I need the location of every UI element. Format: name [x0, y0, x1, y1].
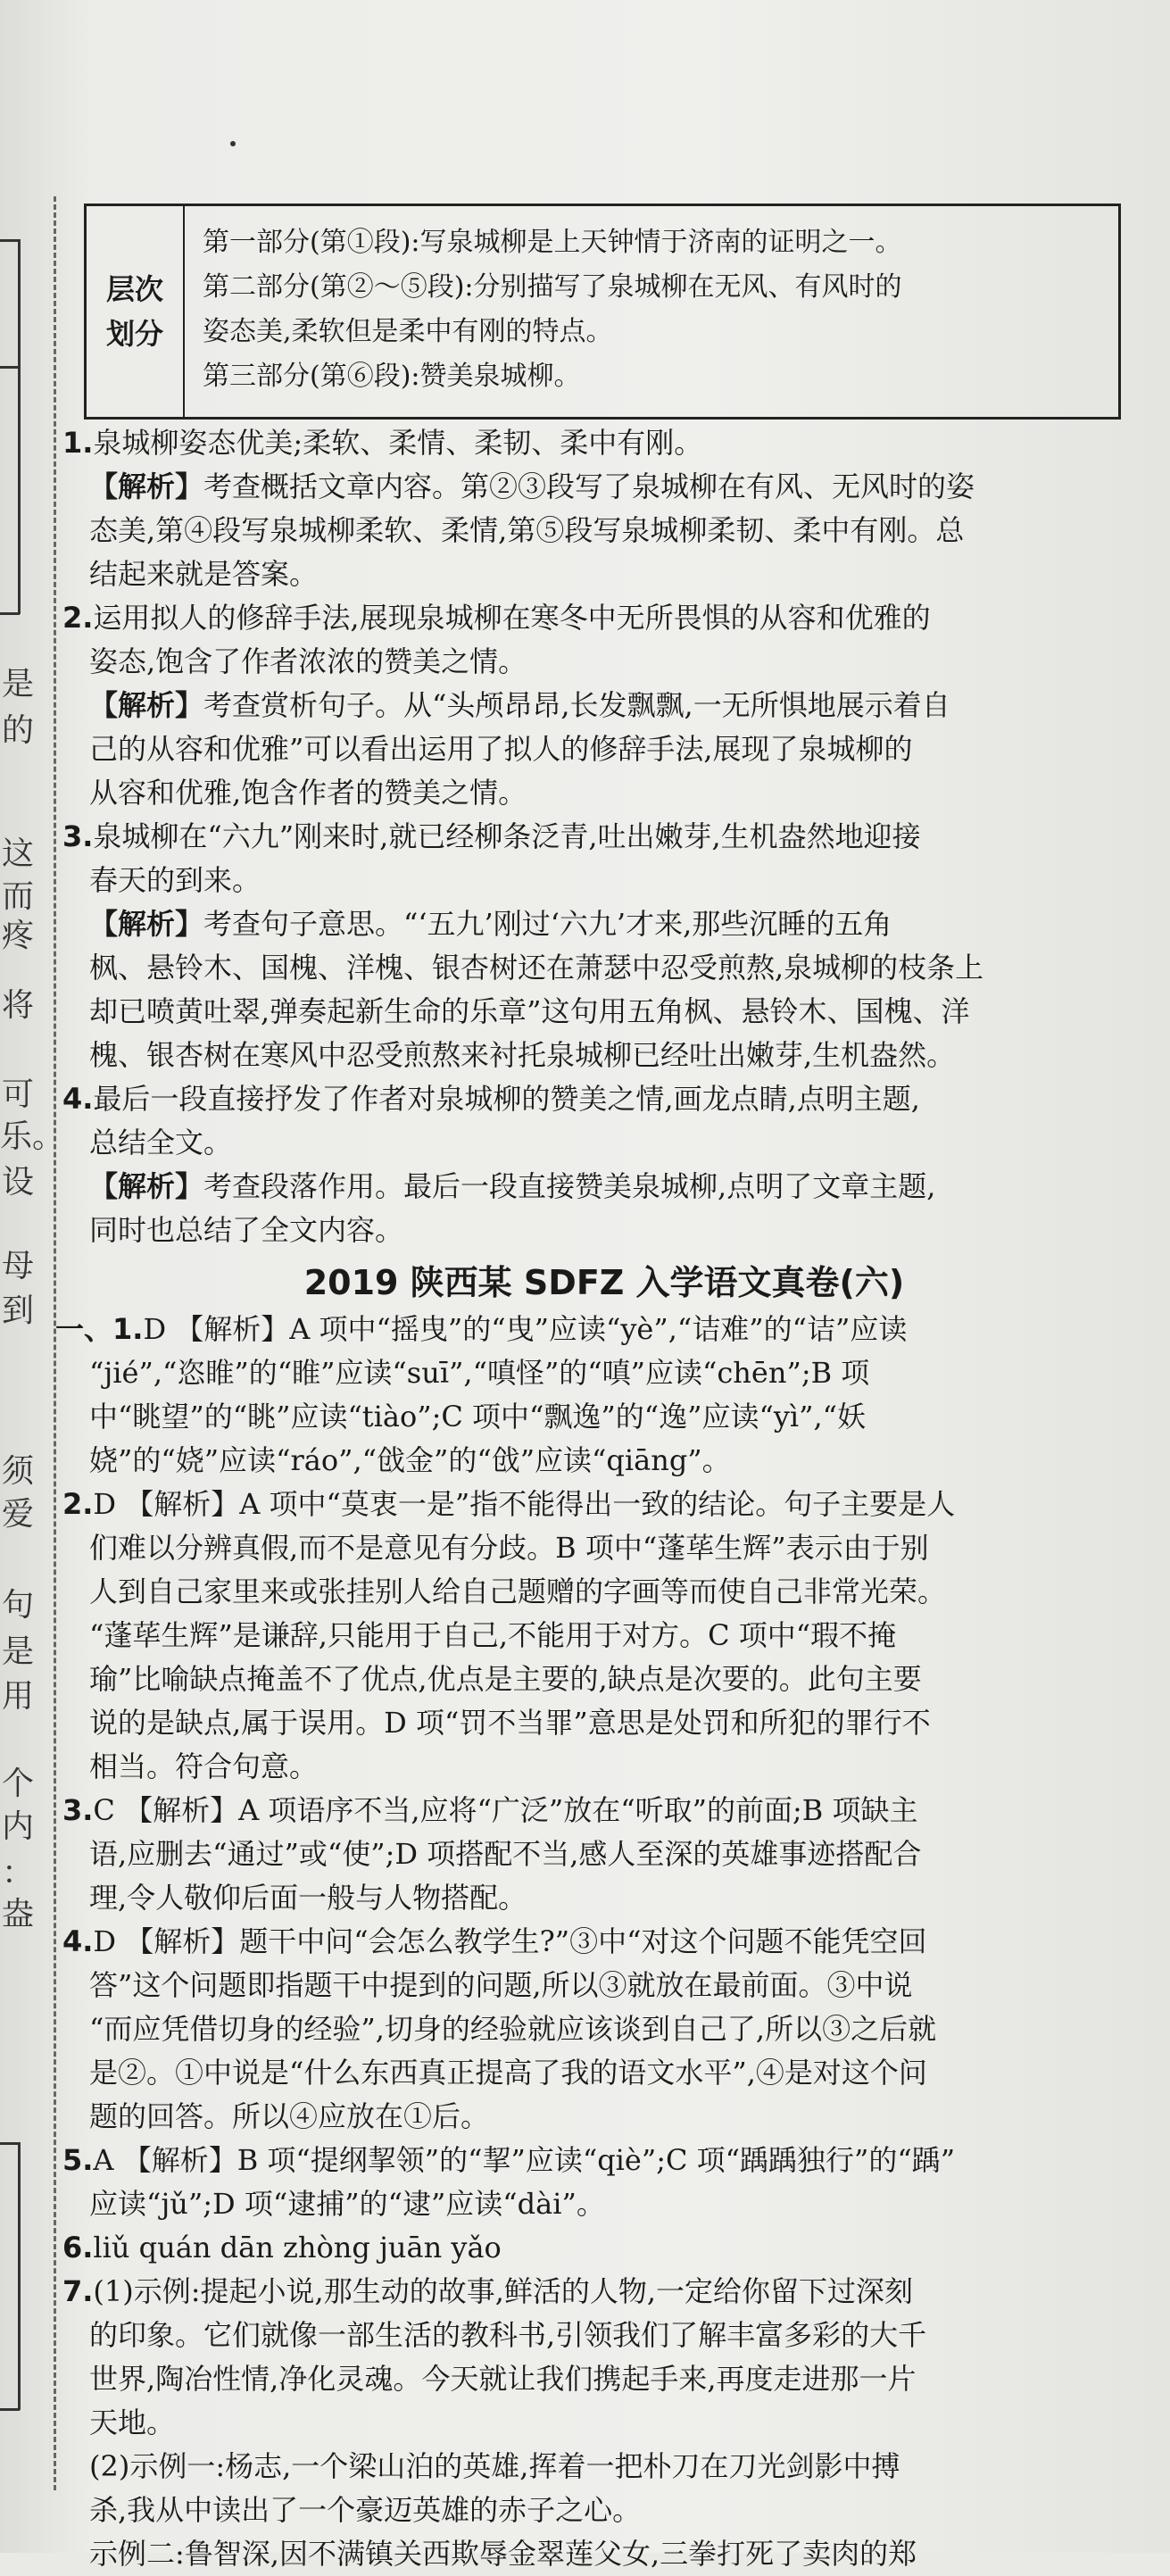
answer-line [62, 815, 1126, 859]
answer-text: 天地。 [89, 2406, 176, 2439]
answer-line [82, 1701, 1126, 1745]
layer-division-table [84, 204, 1121, 420]
answer-text: 中“眺望”的“眺”应读“tiào”;C 项中“飘逸”的“逸”应读“yì”,“妖 [89, 1400, 867, 1433]
margin-fragment-char: 乐。 [0, 1118, 65, 1155]
answer-line [62, 2139, 1126, 2182]
analysis-tag: 【解析】 [89, 1169, 204, 1203]
margin-fragment-char: 是 [2, 1633, 35, 1670]
answer-line [62, 2226, 1126, 2270]
margin-box-line [0, 366, 20, 369]
answer-text: 答”这个问题即指题干中提到的问题,所以③就放在最前面。③中说 [89, 1968, 913, 2002]
answer-text: 娆”的“娆”应读“ráo”,“戗金”的“戗”应读“qiāng”。 [89, 1443, 731, 1477]
answer-text: D 【解析】题干中问“会怎么教学生?”③中“对这个问题不能凭空回 [93, 1924, 927, 1958]
question-number: 2. [62, 1487, 94, 1521]
answer-line [82, 1964, 1126, 2007]
answer-line [82, 1876, 1126, 1920]
answer-line [82, 946, 1126, 990]
answer-line [82, 1351, 1126, 1395]
margin-fragment-char: 的 [2, 712, 35, 749]
margin-fragment-char: 句 [2, 1587, 35, 1624]
analysis-tag: 【解析】 [89, 688, 204, 722]
answer-text: 从容和优雅,饱含作者的赞美之情。 [89, 776, 527, 810]
margin-box-line [0, 2142, 20, 2145]
answer-line [62, 1789, 1126, 1832]
answer-line [82, 1165, 1126, 1209]
answer-line [82, 1121, 1126, 1165]
answer-line [82, 465, 1126, 509]
answer-line [82, 1395, 1126, 1439]
question-number: 3. [62, 819, 94, 853]
answer-text: 瑜”比喻缺点掩盖不了优点,优点是主要的,缺点是次要的。此句主要 [89, 1662, 922, 1696]
answer-text: (1)示例:提起小说,那生动的故事,鲜活的人物,一定给你留下过深刻 [93, 2274, 914, 2308]
margin-fragment-char: 盎 [2, 1896, 35, 1932]
answer-line [82, 902, 1126, 946]
answer-text: 们难以分辨真假,而不是意见有分歧。B 项中“蓬荜生辉”表示由于别 [89, 1531, 929, 1565]
answer-text: “而应凭借切身的经验”,切身的经验就应该谈到自己了,所以③之后就 [89, 2012, 937, 2046]
ink-dot [230, 141, 236, 146]
table-header-line: 划分 [105, 317, 163, 351]
answer-line [82, 2314, 1126, 2357]
answer-line [82, 2401, 1126, 2445]
answer-line [82, 1034, 1126, 1077]
question-number: 一、1. [55, 1312, 144, 1346]
answer-text: 己的从容和优雅”可以看出运用了拟人的修辞手法,展现了泉城柳的 [89, 732, 913, 766]
answer-text: 结起来就是答案。 [89, 557, 319, 591]
question-number: 3. [62, 1793, 94, 1827]
answers-part-a [62, 421, 1126, 1252]
table-row: 第一部分(第①段):写泉城柳是上天钟情于济南的证明之一。 [203, 227, 902, 258]
answer-line [82, 771, 1126, 815]
answer-line [82, 1209, 1126, 1252]
answer-line [82, 684, 1126, 727]
table-header-line: 层次 [105, 272, 163, 306]
answer-text: 泉城柳在“六九”刚来时,就已经柳条泛青,吐出嫩芽,生机盎然地迎接 [93, 819, 921, 853]
analysis-tag: 【解析】 [89, 469, 204, 503]
answer-line [82, 2095, 1126, 2139]
question-number: 2. [62, 601, 94, 635]
margin-box-line [0, 2408, 20, 2411]
margin-fragment-char: 疼 [2, 918, 35, 954]
answer-text: 是②。①中说是“什么东西真正提高了我的语文水平”,④是对这个问 [89, 2056, 927, 2090]
margin-fragment-char: 母 [2, 1248, 35, 1284]
answer-text: 枫、悬铃木、国槐、洋槐、银杏树还在萧瑟中忍受煎熬,泉城柳的枝条上 [89, 951, 984, 985]
answer-text: D 【解析】A 项中“莫衷一是”指不能得出一致的结论。句子主要是人 [93, 1487, 956, 1521]
answer-line [82, 2532, 1126, 2576]
answer-text: 春天的到来。 [89, 863, 261, 897]
table-header-cell [87, 206, 185, 417]
margin-fragment-char: 而 [2, 878, 35, 915]
margin-fragment-char: 须 [2, 1453, 35, 1490]
answer-line [82, 1658, 1126, 1701]
table-row: 第三部分(第⑥段):赞美泉城柳。 [203, 361, 581, 392]
answer-line [82, 1526, 1126, 1570]
answer-line [62, 596, 1126, 640]
table-body-cell [185, 206, 1118, 417]
answer-line [82, 859, 1126, 902]
question-number: 4. [62, 1082, 94, 1116]
answer-line [82, 2357, 1126, 2401]
question-number: 6. [62, 2231, 94, 2264]
answer-line [82, 2051, 1126, 2095]
answer-text: 相当。符合句意。 [89, 1749, 319, 1783]
answer-text: 人到自己家里来或张挂别人给自己题赠的字画等而使自己非常光荣。 [89, 1575, 947, 1608]
answer-text: 考查概括文章内容。第②③段写了泉城柳在有风、无风时的姿 [203, 469, 975, 503]
margin-box-line [0, 239, 20, 242]
question-number: 5. [62, 2143, 94, 2177]
answer-text: 同时也总结了全文内容。 [89, 1213, 404, 1247]
answer-text: 态美,第④段写泉城柳柔软、柔情,第⑤段写泉城柳柔韧、柔中有刚。总 [89, 513, 965, 547]
table-row: 姿态美,柔软但是柔中有刚的特点。 [203, 316, 613, 347]
answer-text: 运用拟人的修辞手法,展现泉城柳在寒冬中无所畏惧的从容和优雅的 [93, 601, 931, 635]
margin-fragment-char: 可 [2, 1076, 35, 1113]
answer-text: 考查赏析句子。从“头颅昂昂,长发飘飘,一无所惧地展示着自 [203, 688, 950, 722]
answer-line [82, 553, 1126, 596]
table-row: 第二部分(第②～⑤段):分别描写了泉城柳在无风、有风时的 [203, 271, 902, 303]
answer-line [62, 1077, 1126, 1121]
margin-fragment-char: 内 [2, 1808, 35, 1845]
answer-line [82, 509, 1126, 553]
answer-line [82, 2182, 1126, 2226]
answer-text: 的印象。它们就像一部生活的教科书,引领我们了解丰富多彩的大千 [89, 2318, 927, 2352]
answer-line [62, 1920, 1126, 1964]
answer-line [82, 990, 1126, 1034]
margin-fragment-char: 将 [2, 987, 35, 1024]
section-title: 2019 陕西某 SDFZ 入学语文真卷(六) [303, 1263, 905, 1302]
answer-line [82, 727, 1126, 771]
answer-text: 应读“jǔ”;D 项“逮捕”的“逮”应读“dài”。 [89, 2187, 605, 2221]
answer-line [82, 2445, 1126, 2489]
margin-box-line [0, 612, 20, 615]
answer-line [55, 1308, 1126, 1351]
answer-text: 题的回答。所以④应放在①后。 [89, 2099, 490, 2133]
answer-text: 示例二:鲁智深,因不满镇关西欺辱金翠莲父女,三拳打死了卖肉的郑 [89, 2537, 917, 2571]
answer-text: 考查句子意思。“‘五九’刚过‘六九’才来,那些沉睡的五角 [203, 907, 892, 941]
answer-text: 最后一段直接抒发了作者对泉城柳的赞美之情,画龙点睛,点明主题, [93, 1082, 920, 1116]
answers-part-b [55, 1308, 1126, 2576]
answer-text: C 【解析】A 项语序不当,应将“广泛”放在“听取”的前面;B 项缺主 [93, 1793, 918, 1827]
answer-text: liǔ quán dān zhòng juān yǎo [93, 2231, 502, 2264]
question-number: 7. [62, 2274, 94, 2308]
answer-text: (2)示例一:杨志,一个梁山泊的英雄,挥着一把朴刀在刀光剑影中搏 [89, 2449, 900, 2483]
margin-fragment-char: 设 [2, 1164, 35, 1201]
answer-text: 却已喷黄吐翠,弹奏起新生命的乐章”这句用五角枫、悬铃木、国槐、洋 [89, 994, 970, 1028]
answer-line [82, 2489, 1126, 2532]
answer-text: 说的是缺点,属于误用。D 项“罚不当罪”意思是处罚和所犯的罪行不 [89, 1706, 931, 1740]
answer-text: D 【解析】A 项中“摇曳”的“曳”应读“yè”,“诘难”的“诘”应读 [143, 1312, 908, 1346]
question-number: 1. [62, 426, 94, 460]
answer-text: 总结全文。 [89, 1126, 233, 1159]
answer-line [82, 1570, 1126, 1614]
margin-fragment-char: 用 [2, 1678, 35, 1715]
answer-content [55, 204, 1126, 2576]
answer-text: 姿态,饱含了作者浓浓的赞美之情。 [89, 644, 527, 678]
margin-fragment-char: 到 [2, 1292, 35, 1329]
answer-text: 泉城柳姿态优美;柔软、柔情、柔韧、柔中有刚。 [93, 426, 703, 460]
answer-text: 语,应删去“通过”或“使”;D 项搭配不当,感人至深的英雄事迹搭配合 [89, 1837, 922, 1871]
answer-line [82, 1832, 1126, 1876]
answer-line [62, 1483, 1126, 1526]
answer-text: 世界,陶冶性情,净化灵魂。今天就让我们携起手来,再度走进那一片 [89, 2362, 917, 2396]
answer-line [62, 421, 1126, 465]
answer-line [82, 1439, 1126, 1483]
answer-text: 槐、银杏树在寒风中忍受煎熬来衬托泉城柳已经吐出嫩芽,生机盎然。 [89, 1038, 956, 1072]
answer-text: “jié”,“恣睢”的“睢”应读“suī”,“嗔怪”的“嗔”应读“chēn”;B 项 [89, 1356, 870, 1390]
margin-fragment-char: ： [2, 1855, 35, 1891]
answer-text: 考查段落作用。最后一段直接赞美泉城柳,点明了文章主题, [203, 1169, 936, 1203]
answer-line [62, 2270, 1126, 2314]
answer-text: A 【解析】B 项“提纲挈领”的“挈”应读“qiè”;C 项“踽踽独行”的“踽” [93, 2143, 956, 2177]
margin-fragment-char: 这 [2, 835, 35, 872]
margin-fragment-char: 爱 [2, 1496, 35, 1533]
answer-line [82, 1745, 1126, 1789]
answer-text: “蓬荜生辉”是谦辞,只能用于自己,不能用于对方。C 项中“瑕不掩 [89, 1618, 897, 1652]
margin-fragment-char: 个 [2, 1766, 35, 1802]
margin-box-line [18, 239, 21, 614]
answer-line [82, 2007, 1126, 2051]
margin-box-line [18, 2142, 21, 2410]
answer-text: 杀,我从中读出了一个豪迈英雄的赤子之心。 [89, 2493, 642, 2527]
margin-fragment-char: 是 [2, 666, 35, 702]
answer-line [82, 640, 1126, 684]
answer-line [82, 1614, 1126, 1658]
analysis-tag: 【解析】 [89, 907, 204, 941]
question-number: 4. [62, 1924, 94, 1958]
answer-text: 理,令人敬仰后面一般与人物搭配。 [89, 1881, 527, 1915]
